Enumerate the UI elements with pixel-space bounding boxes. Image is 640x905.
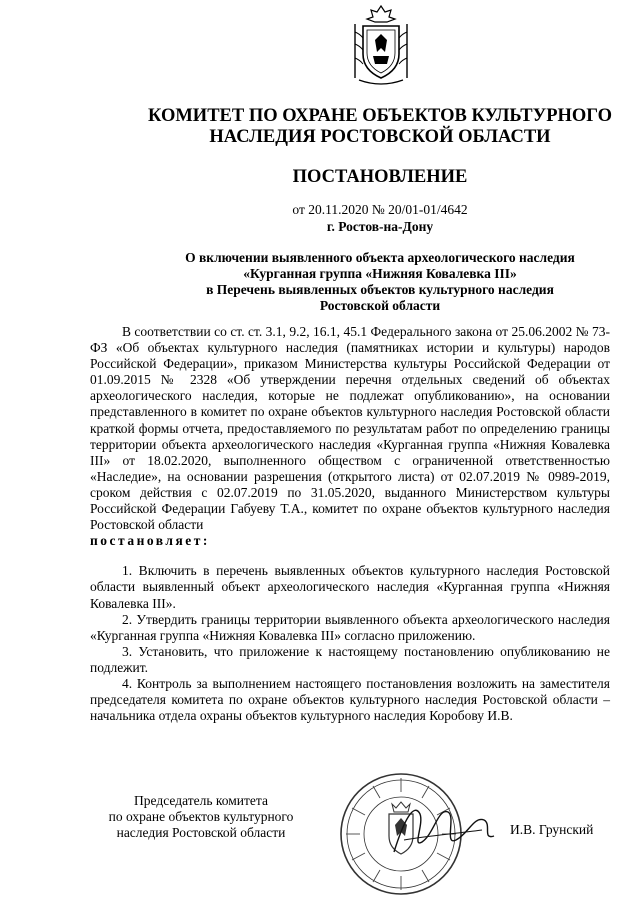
signatory-position bbox=[94, 793, 308, 841]
coat-of-arms-icon bbox=[351, 4, 411, 86]
title-line-1: О включении выявленного объекта археологического наследия bbox=[185, 250, 575, 265]
title-line-4: Ростовской области bbox=[319, 298, 441, 313]
document-title bbox=[120, 250, 640, 314]
title-line-3: в Перечень выявленных объектов культурного наследия bbox=[206, 282, 554, 297]
handwritten-signature-icon bbox=[390, 790, 500, 870]
org-line-1: КОМИТЕТ ПО ОХРАНЕ ОБЪЕКТОВ КУЛЬТУРНОГО bbox=[148, 106, 612, 126]
org-line-2: НАСЛЕДИЯ РОСТОВСКОЙ ОБЛАСТИ bbox=[209, 127, 551, 147]
document-city: г. Ростов-на-Дону bbox=[326, 219, 434, 234]
item-1: 1. Включить в перечень выявленных объектов культурного наследия Ростовской области выявленный объект археологического наследия «Курганная группа «Нижняя Ковалевка III». bbox=[90, 563, 610, 611]
document-date-number: от 20.11.2020 № 20/01-01/4642 bbox=[292, 202, 468, 217]
preamble-paragraph: В соответствии со ст. ст. 3.1, 9.2, 16.1, 45.1 Федерального закона от 25.06.2002 № 73-ФЗ «Об объектах культурного наследия (памятниках истории и культуры) народов Российской Федерации», приказом Министерства культуры Российской Федерации от 01.09.2015 № 2328 «Об утверждении перечня отдельных сведений об объектах археологического наследия, которые не подлежат опубликованию», на основании представленного в комитет по охране объектов культурного наследия Ростовской области краткой формы отчета, предоставляемого по результатам работ по определению границы территории объекта археологического наследия «Курганная группа «Нижняя Ковалевка III» от 18.02.2020, выполненного обществом с ограниченной ответственностью «Наследие», на основании разрешения (открытого листа) от 02.07.2019 № 0989-2019, сроком действия с 02.07.2019 по 31.05.2020, выданного Министерством культуры Российской Федерации Габуеву Т.А., комитет по охране объектов культурного наследия Ростовской области bbox=[90, 324, 610, 533]
signatory-name: И.В. Грунский bbox=[510, 822, 594, 837]
item-2: 2. Утвердить границы территории выявленного объекта археологического наследия «Курганная группа «Нижняя Ковалевка III» согласно приложению. bbox=[90, 611, 610, 643]
position-line-3: наследия Ростовской области bbox=[116, 825, 286, 840]
organization-name bbox=[120, 106, 640, 148]
title-line-2: «Курганная группа «Нижняя Ковалевка III» bbox=[243, 266, 517, 281]
decree-word: постановляет: bbox=[90, 533, 210, 549]
item-3: 3. Установить, что приложение к настоящему постановлению опубликованию не подлежит. bbox=[90, 643, 610, 675]
document-type: ПОСТАНОВЛЕНИЕ bbox=[292, 167, 468, 187]
position-line-2: по охране объектов культурного bbox=[108, 809, 294, 824]
position-line-1: Председатель комитета bbox=[134, 793, 268, 808]
item-4: 4. Контроль за выполнением настоящего постановления возложить на заместителя председателя комитета по охране объектов культурного наследия Ростовской области – начальника отдела охраны объектов культурного наследия Коробову И.В. bbox=[90, 675, 610, 724]
document-body bbox=[90, 324, 610, 724]
